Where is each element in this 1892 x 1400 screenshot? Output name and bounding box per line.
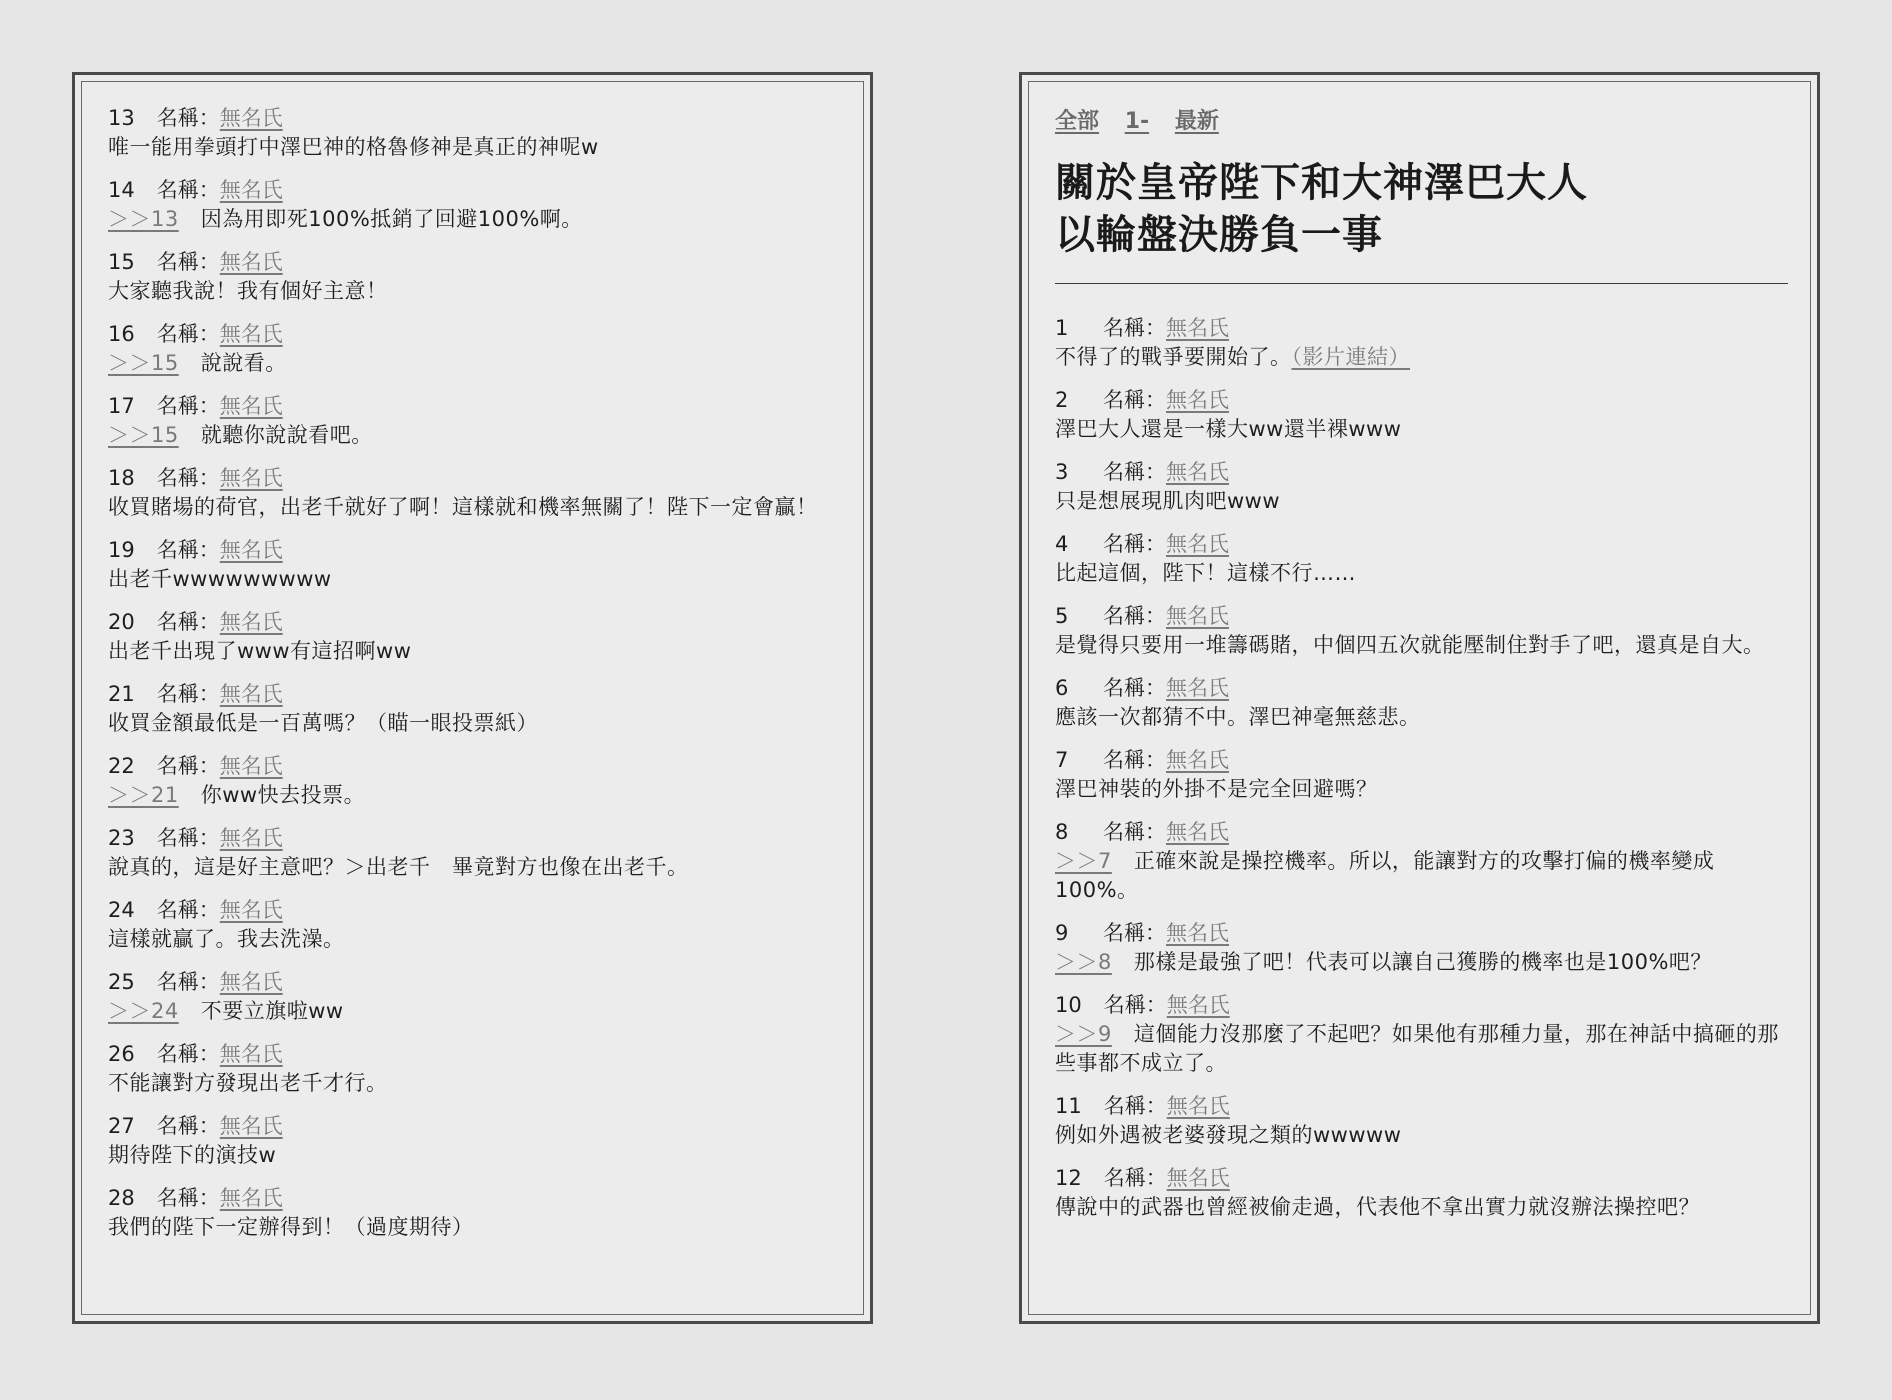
post — [108, 536, 841, 594]
poster-name-link[interactable]: 無名氏 — [219, 682, 283, 706]
post-name-label: 名稱： — [1103, 388, 1166, 412]
poster-name-link[interactable]: 無名氏 — [1166, 820, 1229, 844]
post-header — [1055, 602, 1788, 631]
post-number: 22 — [108, 754, 135, 778]
post-text: 應該一次都猜不中。澤巴神毫無慈悲。 — [1055, 705, 1421, 729]
post-body — [108, 277, 841, 306]
post-header — [108, 896, 841, 925]
post-name-label: 名稱： — [156, 178, 220, 202]
post-body — [108, 349, 841, 378]
post-name-label: 名稱： — [156, 898, 220, 922]
post-body — [108, 637, 841, 666]
thread-title — [1055, 157, 1788, 261]
poster-name-link[interactable]: 無名氏 — [219, 106, 283, 130]
poster-name-link[interactable]: 無名氏 — [1166, 993, 1230, 1017]
post-name-label: 名稱： — [156, 538, 220, 562]
post-text: 比起這個，陛下！這樣不行…… — [1055, 561, 1356, 585]
post-text: 大家聽我說！我有個好主意！ — [108, 279, 388, 303]
nav-latest-link[interactable]: 最新 — [1174, 109, 1219, 134]
post-text: 這樣就贏了。我去洗澡。 — [108, 927, 345, 951]
post-body — [1055, 559, 1788, 588]
post-name-label: 名稱： — [156, 1114, 220, 1138]
post-text: 不能讓對方發現出老千才行。 — [108, 1071, 388, 1095]
post-body — [108, 565, 841, 594]
post-name-label: 名稱： — [1103, 1094, 1167, 1118]
post-body — [1055, 1121, 1788, 1150]
post-header — [1055, 530, 1788, 559]
post-name-label: 名稱： — [156, 1042, 220, 1066]
post — [108, 824, 841, 882]
post-text: 澤巴神裝的外掛不是完全回避嗎？ — [1055, 777, 1378, 801]
nav-from-first-link[interactable]: 1- — [1124, 109, 1150, 134]
post — [108, 176, 841, 234]
post-number: 13 — [108, 106, 135, 130]
post-name-label: 名稱： — [1103, 316, 1166, 340]
reply-reference-link[interactable]: ＞＞15 — [108, 423, 179, 447]
title-divider — [1055, 283, 1788, 284]
poster-name-link[interactable]: 無名氏 — [219, 898, 283, 922]
post — [1055, 674, 1788, 732]
post-number: 25 — [108, 970, 135, 994]
post-name-label: 名稱： — [156, 754, 220, 778]
post-name-label: 名稱： — [1103, 993, 1167, 1017]
post-body — [108, 1213, 841, 1242]
post-number: 17 — [108, 394, 135, 418]
thread-page-left — [72, 72, 873, 1324]
post-header — [108, 608, 841, 637]
post-body — [108, 925, 841, 954]
post-header — [108, 1040, 841, 1069]
post-number: 16 — [108, 322, 135, 346]
post — [1055, 991, 1788, 1078]
reply-reference-link[interactable]: ＞＞21 — [108, 783, 179, 807]
post-header — [1055, 991, 1788, 1020]
poster-name-link[interactable]: 無名氏 — [219, 826, 283, 850]
post-text: 是覺得只要用一堆籌碼賭，中個四五次就能壓制住對手了吧，還真是自大。 — [1055, 633, 1765, 657]
post-body — [108, 997, 841, 1026]
post-name-label: 名稱： — [156, 322, 220, 346]
post-text: 那樣是最強了吧！代表可以讓自己獲勝的機率也是100%吧？ — [1133, 950, 1712, 974]
post-text: 例如外遇被老婆發現之類的wwwww — [1055, 1123, 1402, 1147]
post-text: 收買金額最低是一百萬嗎？（瞄一眼投票紙） — [108, 711, 538, 735]
post-header — [1055, 674, 1788, 703]
poster-name-link[interactable]: 無名氏 — [1166, 604, 1229, 628]
post-number: 10 — [1055, 993, 1082, 1017]
post-body — [108, 493, 841, 522]
reply-reference-link[interactable]: ＞＞9 — [1055, 1022, 1112, 1046]
post-body — [1055, 343, 1788, 372]
post-number: 12 — [1055, 1166, 1082, 1190]
post — [108, 968, 841, 1026]
poster-name-link[interactable]: 無名氏 — [219, 466, 283, 490]
post-header — [1055, 818, 1788, 847]
post-number: 6 — [1055, 676, 1069, 700]
post — [108, 752, 841, 810]
post-name-label: 名稱： — [1103, 676, 1166, 700]
post-number: 18 — [108, 466, 135, 490]
post — [1055, 602, 1788, 660]
post — [1055, 530, 1788, 588]
post-name-label: 名稱： — [1103, 460, 1166, 484]
post-text: 正確來說是操控機率。所以，能讓對方的攻擊打偏的機率變成100%。 — [1055, 849, 1715, 902]
poster-name-link[interactable]: 無名氏 — [219, 970, 283, 994]
post-name-label: 名稱： — [1103, 532, 1166, 556]
post — [108, 1040, 841, 1098]
reply-reference-link[interactable]: ＞＞8 — [1055, 950, 1112, 974]
post-number: 7 — [1055, 748, 1069, 772]
poster-name-link[interactable]: 無名氏 — [1166, 388, 1229, 412]
poster-name-link[interactable]: 無名氏 — [219, 1186, 283, 1210]
poster-name-link[interactable]: 無名氏 — [219, 754, 283, 778]
post — [108, 248, 841, 306]
post-list — [1055, 314, 1788, 1222]
reply-reference-link[interactable]: ＞＞7 — [1055, 849, 1112, 873]
poster-name-link[interactable]: 無名氏 — [1166, 676, 1229, 700]
post-body — [1055, 847, 1788, 905]
post-body — [1055, 703, 1788, 732]
post-body — [1055, 948, 1788, 977]
post — [1055, 1092, 1788, 1150]
post-body — [1055, 1020, 1788, 1078]
post-number: 24 — [108, 898, 135, 922]
poster-name-link[interactable]: 無名氏 — [1166, 460, 1229, 484]
poster-name-link[interactable]: 無名氏 — [1166, 316, 1229, 340]
post — [1055, 919, 1788, 977]
post-header — [108, 752, 841, 781]
thread-page-left-frame — [81, 81, 864, 1315]
post-header — [1055, 746, 1788, 775]
poster-name-link[interactable]: 無名氏 — [1166, 1094, 1230, 1118]
poster-name-link[interactable]: 無名氏 — [219, 250, 283, 274]
nav-all-link[interactable]: 全部 — [1055, 109, 1100, 134]
post — [1055, 458, 1788, 516]
thread-nav — [1055, 104, 1788, 135]
post-header — [1055, 386, 1788, 415]
thread-title-line-2: 以輪盤決勝負一事 — [1055, 212, 1383, 258]
thread-page-right-frame — [1028, 81, 1811, 1315]
reply-reference-link[interactable]: ＞＞15 — [108, 351, 179, 375]
post-text: 期待陛下的演技w — [108, 1143, 277, 1167]
poster-name-link[interactable]: 無名氏 — [219, 178, 283, 202]
post-name-label: 名稱： — [156, 970, 220, 994]
thread-title-line-1: 關於皇帝陛下和大神澤巴大人 — [1055, 160, 1588, 206]
post — [108, 320, 841, 378]
poster-name-link[interactable]: 無名氏 — [219, 322, 283, 346]
post-header — [1055, 314, 1788, 343]
post-text: 唯一能用拳頭打中澤巴神的格魯修神是真正的神呢w — [108, 135, 599, 159]
post-name-label: 名稱： — [1103, 748, 1166, 772]
poster-name-link[interactable]: 無名氏 — [219, 538, 283, 562]
post-number: 23 — [108, 826, 135, 850]
poster-name-link[interactable]: 無名氏 — [1166, 921, 1229, 945]
poster-name-link[interactable]: 無名氏 — [219, 610, 283, 634]
post-header — [108, 1184, 841, 1213]
post-body — [108, 421, 841, 450]
post-text: 說說看。 — [200, 351, 287, 375]
post-text: 我們的陛下一定辦得到！（過度期待） — [108, 1215, 474, 1239]
post — [1055, 818, 1788, 905]
thread-page-right — [1019, 72, 1820, 1324]
post-header — [108, 320, 841, 349]
post — [108, 608, 841, 666]
post-number: 27 — [108, 1114, 135, 1138]
video-link[interactable]: （影片連結） — [1291, 345, 1410, 369]
post-header — [1055, 1092, 1788, 1121]
post — [108, 1184, 841, 1242]
post-header — [1055, 458, 1788, 487]
poster-name-link[interactable]: 無名氏 — [219, 394, 283, 418]
poster-name-link[interactable]: 無名氏 — [219, 1042, 283, 1066]
post-body — [1055, 415, 1788, 444]
post-number: 11 — [1055, 1094, 1082, 1118]
post-name-label: 名稱： — [156, 466, 220, 490]
post-name-label: 名稱： — [156, 106, 220, 130]
post-body — [1055, 1193, 1788, 1222]
post-name-label: 名稱： — [156, 826, 220, 850]
post-text: 不要立旗啦ww — [200, 999, 344, 1023]
poster-name-link[interactable]: 無名氏 — [1166, 748, 1229, 772]
post-text: 出老千wwwwwwwww — [108, 567, 332, 591]
post-text: 不得了的戰爭要開始了。 — [1055, 345, 1292, 369]
reply-reference-link[interactable]: ＞＞13 — [108, 207, 179, 231]
post-header — [108, 680, 841, 709]
post-text: 因為用即死100%抵銷了回避100%啊。 — [200, 207, 583, 231]
poster-name-link[interactable]: 無名氏 — [1166, 1166, 1230, 1190]
post — [1055, 1164, 1788, 1222]
post-number: 1 — [1055, 316, 1069, 340]
post-header — [108, 464, 841, 493]
post-body — [108, 1141, 841, 1170]
post-body — [108, 133, 841, 162]
post-header — [108, 104, 841, 133]
post-name-label: 名稱： — [156, 394, 220, 418]
post-number: 28 — [108, 1186, 135, 1210]
post-number: 5 — [1055, 604, 1069, 628]
post-text: 只是想展現肌肉吧www — [1055, 489, 1281, 513]
post-number: 3 — [1055, 460, 1069, 484]
post-header — [108, 176, 841, 205]
poster-name-link[interactable]: 無名氏 — [1166, 532, 1229, 556]
post-number: 21 — [108, 682, 135, 706]
post-number: 9 — [1055, 921, 1069, 945]
post-name-label: 名稱： — [156, 610, 220, 634]
post — [108, 464, 841, 522]
post-number: 8 — [1055, 820, 1069, 844]
post-name-label: 名稱： — [1103, 921, 1166, 945]
post-number: 14 — [108, 178, 135, 202]
post-text: 出老千出現了www有這招啊ww — [108, 639, 412, 663]
post-text: 就聽你說說看吧。 — [200, 423, 373, 447]
post — [108, 104, 841, 162]
post-number: 4 — [1055, 532, 1069, 556]
post-name-label: 名稱： — [156, 250, 220, 274]
post-name-label: 名稱： — [1103, 604, 1166, 628]
post-header — [108, 1112, 841, 1141]
poster-name-link[interactable]: 無名氏 — [219, 1114, 283, 1138]
post-header — [108, 824, 841, 853]
post — [1055, 314, 1788, 372]
post-number: 20 — [108, 610, 135, 634]
post-header — [108, 536, 841, 565]
post-text: 收買賭場的荷官，出老千就好了啊！這樣就和機率無關了！陛下一定會贏！ — [108, 495, 818, 519]
post-body — [1055, 775, 1788, 804]
post-header — [1055, 1164, 1788, 1193]
reply-reference-link[interactable]: ＞＞24 — [108, 999, 179, 1023]
post-name-label: 名稱： — [156, 1186, 220, 1210]
post-list — [108, 104, 841, 1242]
post-header — [108, 248, 841, 277]
post-body — [1055, 487, 1788, 516]
post-number: 15 — [108, 250, 135, 274]
post-number: 2 — [1055, 388, 1069, 412]
post-body — [108, 781, 841, 810]
post-name-label: 名稱： — [1103, 820, 1166, 844]
post — [1055, 746, 1788, 804]
post-body — [108, 709, 841, 738]
post-header — [108, 392, 841, 421]
post-header — [1055, 919, 1788, 948]
post-text: 這個能力沒那麼了不起吧？如果他有那種力量，那在神話中搞砸的那些事都不成立了。 — [1055, 1022, 1779, 1075]
post — [108, 896, 841, 954]
post-body — [108, 853, 841, 882]
post-text: 你ww快去投票。 — [200, 783, 366, 807]
post-body — [1055, 631, 1788, 660]
post — [108, 680, 841, 738]
post-header — [108, 968, 841, 997]
post — [108, 392, 841, 450]
post — [108, 1112, 841, 1170]
post-body — [108, 1069, 841, 1098]
post-text: 澤巴大人還是一樣大ww還半裸www — [1055, 417, 1402, 441]
post-number: 19 — [108, 538, 135, 562]
post-text: 傳說中的武器也曾經被偷走過，代表他不拿出實力就沒辦法操控吧？ — [1055, 1195, 1700, 1219]
post-number: 26 — [108, 1042, 135, 1066]
post-text: 說真的，這是好主意吧？＞出老千 畢竟對方也像在出老千。 — [108, 855, 689, 879]
post-name-label: 名稱： — [1103, 1166, 1167, 1190]
post — [1055, 386, 1788, 444]
post-body — [108, 205, 841, 234]
post-name-label: 名稱： — [156, 682, 220, 706]
